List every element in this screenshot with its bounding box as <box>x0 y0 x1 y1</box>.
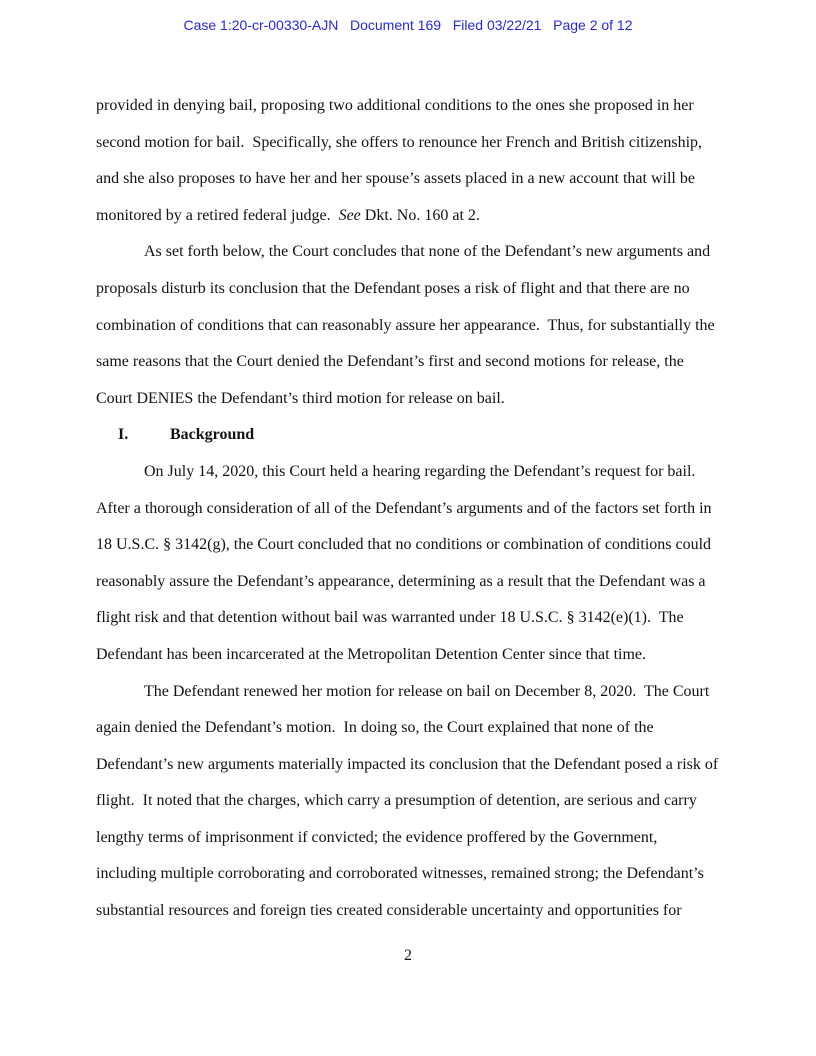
document-line <box>96 454 720 491</box>
text-run: again denied the Defendant’s motion. In doing so, the Court explained that none of the <box>96 719 654 737</box>
text-run: As set forth below, the Court concludes that none of the Defendant’s new arguments and <box>144 243 711 261</box>
text-run: Defendant has been incarcerated at the Metropolitan Detention Center since that time. <box>96 645 646 663</box>
text-run: substantial resources and foreign ties created considerable uncertainty and opportunities for <box>96 902 682 920</box>
page-number: 2 <box>404 947 412 964</box>
text-run: 18 U.S.C. § 3142(g), the Court concluded that no conditions or combination of conditions could <box>96 536 712 554</box>
document-line <box>96 747 720 784</box>
text-run: combination of conditions that can reasonably assure her appearance. Thus, for substantially the <box>96 316 715 334</box>
italic-text-run: See <box>338 206 361 224</box>
text-run: including multiple corroborating and corroborated witnesses, remained strong; the Defendant’s <box>96 865 704 883</box>
text-run: Dkt. No. 160 at 2. <box>360 206 480 224</box>
document-line <box>96 234 720 271</box>
document-line <box>96 125 720 162</box>
document-line <box>96 564 720 601</box>
document-line <box>96 88 720 125</box>
text-run: Defendant’s new arguments materially impacted its conclusion that the Defendant posed a risk of <box>96 755 719 773</box>
text-run: Court DENIES the Defendant’s third motion for release on bail. <box>96 389 505 407</box>
document-line <box>96 783 720 820</box>
document-line <box>96 637 720 674</box>
text-run: flight. It noted that the charges, which carry a presumption of detention, are serious and carry <box>96 792 697 810</box>
section-heading <box>96 417 720 454</box>
case-stamp: Case 1:20-cr-00330-AJN Document 169 Filed 03/22/21 Page 2 of 12 <box>183 17 633 33</box>
document-line <box>96 600 720 637</box>
text-run: proposals disturb its conclusion that the Defendant poses a risk of flight and that there are no <box>96 279 690 297</box>
document-line <box>96 674 720 711</box>
document-line <box>96 161 720 198</box>
text-run: second motion for bail. Specifically, she offers to renounce her French and British citizenship, <box>96 133 703 151</box>
text-run: same reasons that the Court denied the Defendant’s first and second motions for release, the <box>96 353 684 371</box>
document-line <box>96 344 720 381</box>
document-line <box>96 893 720 930</box>
text-run: reasonably assure the Defendant’s appearance, determining as a result that the Defendant was a <box>96 572 706 590</box>
text-run: provided in denying bail, proposing two additional conditions to the ones she proposed in her <box>96 97 694 114</box>
text-run: and she also proposes to have her and her spouse’s assets placed in a new account that will be <box>96 170 695 188</box>
document-line <box>96 710 720 747</box>
heading-title: Background <box>170 426 255 444</box>
document-line <box>96 856 720 893</box>
document-line <box>96 198 720 235</box>
text-run: lengthy terms of imprisonment if convicted; the evidence proffered by the Government, <box>96 828 658 846</box>
text-run: The Defendant renewed her motion for release on bail on December 8, 2020. The Court <box>144 682 710 700</box>
document-line <box>96 491 720 528</box>
text-run: On July 14, 2020, this Court held a hearing regarding the Defendant’s request for bail. <box>144 462 696 480</box>
document-line <box>96 527 720 564</box>
text-run: monitored by a retired federal judge. <box>96 206 339 224</box>
document-line <box>96 381 720 418</box>
text-run: flight risk and that detention without bail was warranted under 18 U.S.C. § 3142(e)(1). The <box>96 609 684 627</box>
heading-number: I. <box>118 426 129 444</box>
document-line <box>96 308 720 345</box>
document-line <box>96 271 720 308</box>
text-run: After a thorough consideration of all of the Defendant’s arguments and of the factors set forth in <box>96 499 712 517</box>
document-line <box>96 820 720 857</box>
document-body <box>96 88 720 930</box>
